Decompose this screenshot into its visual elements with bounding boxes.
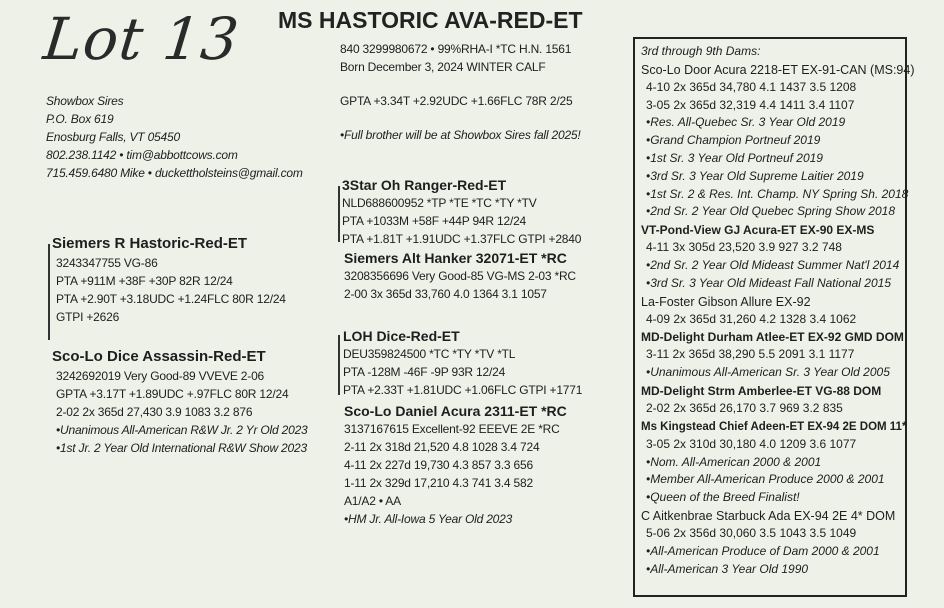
extended-dams-box xyxy=(633,37,915,597)
sire-dam-line: 3208356696 Very Good-85 VG-MS 2-03 *RC xyxy=(344,269,576,283)
pedigree-bracket xyxy=(48,244,50,340)
dam-dam-block xyxy=(344,402,567,528)
dam-dam-note: •HM Jr. All-Iowa 5 Year Old 2023 xyxy=(344,512,513,526)
dam-dam-line: 1-11 2x 329d 17,210 4.3 741 3.4 582 xyxy=(344,476,533,490)
dam8-name: Ms Kingstead Chief Adeen-ET EX-94 2E DOM 11* xyxy=(641,420,907,433)
sire-sire-name: 3Star Oh Ranger-Red-ET xyxy=(342,177,507,193)
dam4-record: 4-11 3x 305d 23,520 3.9 927 3.2 748 xyxy=(646,240,842,255)
dam-dam-line: A1/A2 • AA xyxy=(344,494,401,508)
dam8-note: •Nom. All-American 2000 & 2001 xyxy=(646,454,822,469)
dam7-name: MD-Delight Strm Amberlee-ET VG-88 DOM xyxy=(641,383,882,398)
dam9-note: •All-American Produce of Dam 2000 & 2001 xyxy=(646,543,880,558)
dam-note: •Unanimous All-American R&W Jr. 2 Yr Old 2023 xyxy=(56,423,308,437)
dam3-name: Sco-Lo Door Acura 2218-ET EX-91-CAN (MS:94) xyxy=(641,62,915,77)
dam5-name: La-Foster Gibson Allure EX-92 xyxy=(641,294,811,309)
dam3-record: 3-05 2x 365d 32,319 4.4 1411 3.4 1107 xyxy=(646,97,855,112)
dam6-note: •Unanimous All-American Sr. 3 Year Old 2005 xyxy=(646,365,890,380)
consignor-email-tim[interactable]: 802.238.1142 • tim@abbottcows.com xyxy=(46,148,238,162)
dam-sire-name: LOH Dice-Red-ET xyxy=(343,328,460,344)
dam6-name: MD-Delight Durham Atlee-ET EX-92 GMD DOM xyxy=(641,330,904,345)
sire-line: GTPI +2626 xyxy=(56,310,120,324)
dam9-name: C Aitkenbrae Starbuck Ada EX-94 2E 4* DOM xyxy=(641,508,896,523)
sire-dam-line: 2-00 3x 365d 33,760 4.0 1364 3.1 1057 xyxy=(344,287,547,301)
dam3-note: •Grand Champion Portneuf 2019 xyxy=(646,133,821,148)
dam-sire-block xyxy=(343,327,582,399)
calf-gpta-line: GPTA +3.34T +2.92UDC +1.66FLC 78R 2/25 xyxy=(340,94,573,108)
sire-block xyxy=(52,234,286,326)
dam-name: Sco-Lo Dice Assassin-Red-ET xyxy=(52,348,266,365)
animal-title: MS HASTORIC AVA-RED-ET xyxy=(278,7,583,33)
dam3-note: •Res. All-Quebec Sr. 3 Year Old 2019 xyxy=(646,115,846,130)
dam-sire-line: DEU359824500 *TC *TY *TV *TL xyxy=(343,347,516,361)
sire-sire-line: NLD688600952 *TP *TE *TC *TY *TV xyxy=(342,196,537,210)
dams-heading: 3rd through 9th Dams: xyxy=(641,44,761,58)
calf-born-line: Born December 3, 2024 WINTER CALF xyxy=(340,60,546,74)
dam6-record: 3-11 2x 365d 38,290 5.5 2091 3.1 1177 xyxy=(646,347,855,362)
sire-line: PTA +2.90T +3.18UDC +1.24FLC 80R 12/24 xyxy=(56,292,286,306)
consignor-email-mike[interactable]: 715.459.6480 Mike • duckettholsteins@gmail.com xyxy=(46,166,303,180)
dam9-note: •All-American 3 Year Old 1990 xyxy=(646,561,809,576)
dam-note: •1st Jr. 2 Year Old International R&W Show 2023 xyxy=(56,441,307,455)
sire-sire-line: PTA +1033M +58F +44P 94R 12/24 xyxy=(342,214,527,228)
dam8-record: 3-05 2x 310d 30,180 4.0 1209 3.6 1077 xyxy=(646,436,857,451)
dam3-record: 4-10 2x 365d 34,780 4.1 1437 3.5 1208 xyxy=(646,79,857,94)
dam-line: 3242692019 Very Good-89 VVEVE 2-06 xyxy=(56,369,265,383)
sire-dam-name: Siemers Alt Hanker 32071-ET *RC xyxy=(344,250,567,266)
sire-dam-block xyxy=(344,249,576,303)
consignor-line: Showbox Sires xyxy=(46,94,124,108)
dam5-record: 4-09 2x 365d 31,260 4.2 1328 3.4 1062 xyxy=(646,311,857,326)
dam3-note: •3rd Sr. 3 Year Old Supreme Laitier 2019 xyxy=(646,168,864,183)
calf-note: •Full brother will be at Showbox Sires fall 2025! xyxy=(340,128,581,142)
dam9-record: 5-06 2x 356d 30,060 3.5 1043 3.5 1049 xyxy=(646,525,857,540)
consignor-line: Enosburg Falls, VT 05450 xyxy=(46,130,180,144)
sire-sire-line: PTA +1.81T +1.91UDC +1.37FLC GTPI +2840 xyxy=(342,232,582,246)
dam4-note: •3rd Sr. 3 Year Old Mideast Fall National 2015 xyxy=(646,275,891,290)
sire-name: Siemers R Hastoric-Red-ET xyxy=(52,235,248,252)
lot-number: Lot 13 xyxy=(40,5,243,73)
dam-line: GPTA +3.17T +1.89UDC +.97FLC 80R 12/24 xyxy=(56,387,289,401)
dam4-name: VT-Pond-View GJ Acura-ET EX-90 EX-MS xyxy=(641,223,875,238)
dam-dam-line: 4-11 2x 227d 19,730 4.3 857 3.3 656 xyxy=(344,458,533,472)
dam-sire-line: PTA +2.33T +1.81UDC +1.06FLC GTPI +1771 xyxy=(343,383,583,397)
calf-id-line: 840 3299980672 • 99%RHA-I *TC H.N. 1561 xyxy=(340,42,572,56)
dam3-note: •2nd Sr. 2 Year Old Quebec Spring Show 2018 xyxy=(646,204,896,219)
dam-sire-bracket xyxy=(338,335,340,395)
dam4-note: •2nd Sr. 2 Year Old Mideast Summer Nat'l 2014 xyxy=(646,257,900,272)
dam-line: 2-02 2x 365d 27,430 3.9 1083 3.2 876 xyxy=(56,405,253,419)
dam-dam-line: 2-11 2x 318d 21,520 4.8 1028 3.4 724 xyxy=(344,440,540,454)
sire-line: 3243347755 VG-86 xyxy=(56,256,158,270)
consignor-line: P.O. Box 619 xyxy=(46,112,114,126)
consignor-block xyxy=(46,92,303,182)
dam-block xyxy=(52,347,308,457)
calf-info xyxy=(340,40,581,144)
dam3-note: •1st Sr. 2 & Res. Int. Champ. NY Spring Sh. 2018 xyxy=(646,186,909,201)
dam-sire-line: PTA -128M -46F -9P 93R 12/24 xyxy=(343,365,506,379)
dam8-note: •Member All-American Produce 2000 & 2001 xyxy=(646,472,885,487)
sire-line: PTA +911M +38F +30P 82R 12/24 xyxy=(56,274,233,288)
dam3-note: •1st Sr. 3 Year Old Portneuf 2019 xyxy=(646,150,823,165)
dam-dam-name: Sco-Lo Daniel Acura 2311-ET *RC xyxy=(344,403,567,419)
dam7-record: 2-02 2x 365d 26,170 3.7 969 3.2 835 xyxy=(646,400,843,415)
sire-sire-block xyxy=(342,176,581,248)
dam8-note: •Queen of the Breed Finalist! xyxy=(646,490,800,505)
dam-dam-line: 3137167615 Excellent-92 EEEVE 2E *RC xyxy=(344,422,560,436)
sire-sire-bracket xyxy=(338,186,340,242)
